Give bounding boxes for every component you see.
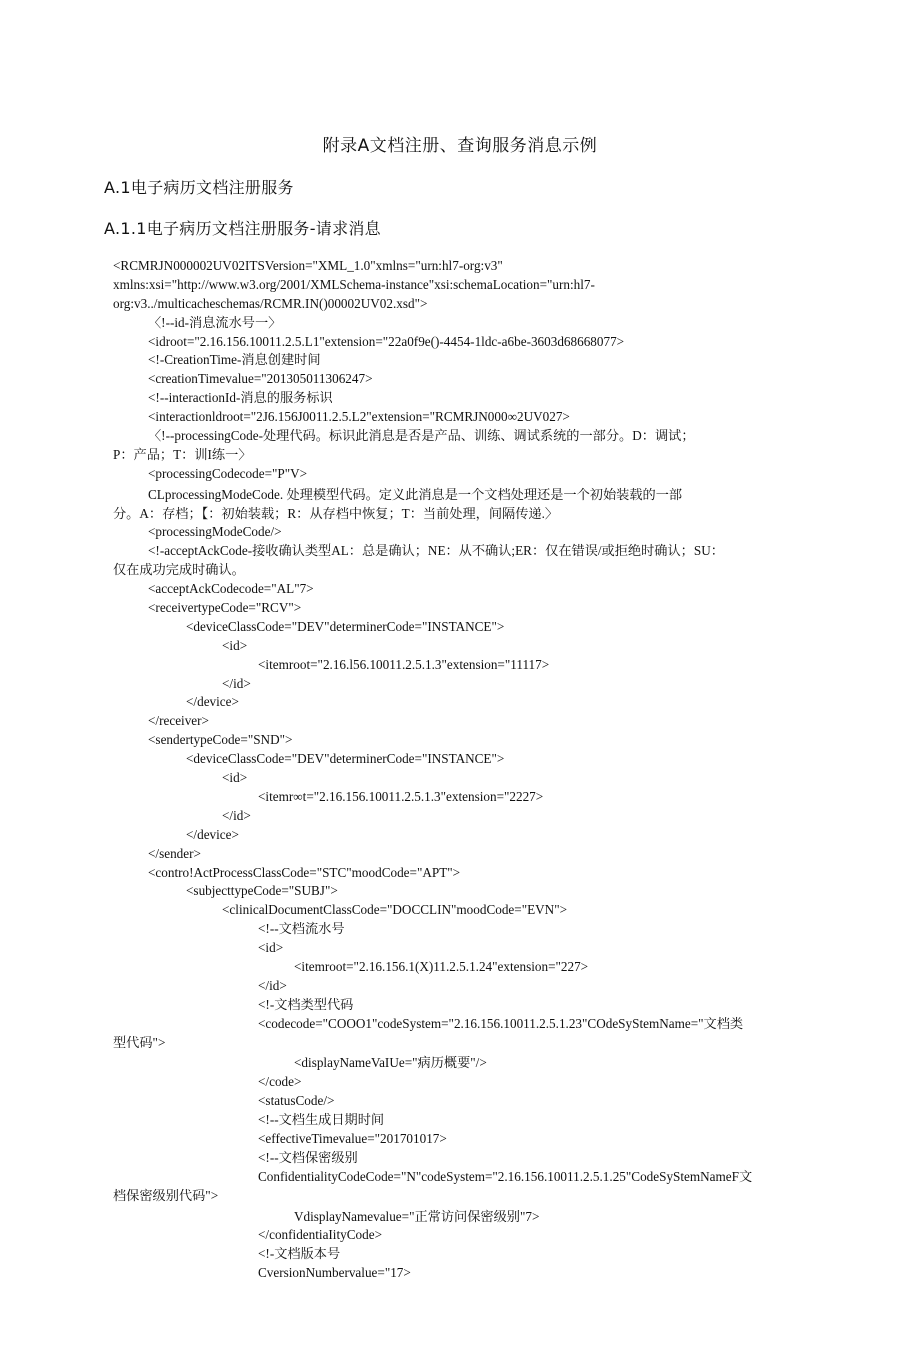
code-line: <deviceClassCode="DEV"determinerCode="INSTANCE">	[186, 751, 505, 767]
code-line: <id>	[222, 637, 248, 653]
code-line: <interactionldroot="2J6.156J0011.2.5.L2"extension="RCMRJN000∞2UV027>	[148, 409, 570, 425]
code-line: </receiver>	[148, 713, 209, 729]
code-line: <receivertypeCode="RCV">	[148, 600, 302, 616]
code-line: 〈!--processingCode-处理代码。标识此消息是否是产品、训练、调试系统的一部分。D：调试；	[148, 428, 695, 444]
code-line: CversionNumbervalue="17>	[258, 1265, 411, 1281]
code-line: <!--文档保密级别	[258, 1149, 358, 1165]
code-line: </sender>	[148, 845, 201, 861]
code-line: 〈!--id-消息流水号一〉	[148, 314, 282, 330]
code-line: <acceptAckCodecode="AL"7>	[148, 581, 314, 597]
code-line: <!-文档版本号	[258, 1246, 341, 1262]
code-line: <clinicalDocumentClassCode="DOCCLIN"moodCode="EVN">	[222, 902, 568, 918]
code-line: </id>	[258, 977, 287, 993]
code-line: <!-acceptAckCode-接收确认类型AL：总是确认；NE：从不确认;ER：仅在错误/或拒绝时确认；SU：	[148, 543, 724, 559]
code-line: xmlns:xsi="http://www.w3.org/2001/XMLSchema-instance"xsi:schemaLocation="urn:hl7-	[113, 276, 595, 292]
code-line: VdisplayNamevalue="正常访问保密级别"7>	[294, 1208, 540, 1224]
code-line: <effectiveTimevalue="201701017>	[258, 1130, 447, 1146]
code-line: <contro!ActProcessClassCode="STC"moodCode="APT">	[148, 864, 461, 880]
code-line: <id>	[258, 940, 284, 956]
code-line: <!--文档生成日期时间	[258, 1112, 385, 1128]
code-line: </device>	[186, 694, 239, 710]
code-line: 型代码">	[113, 1034, 166, 1050]
code-line: </confidentiaIityCode>	[258, 1227, 383, 1243]
code-line: </code>	[258, 1074, 302, 1090]
appendix-title: 附录A文档注册、查询服务消息示例	[322, 136, 598, 156]
code-line: <deviceClassCode="DEV"determinerCode="INSTANCE">	[186, 618, 505, 634]
code-line: </id>	[222, 675, 251, 691]
xml-example-block	[0, 257, 920, 1283]
code-line: org:v3../multicacheschemas/RCMR.IN()00002UV02.xsd">	[113, 295, 428, 311]
code-line: <itemroot="2.16.156.1(X)11.2.5.1.24"extension="227>	[294, 958, 589, 974]
code-line: 档保密级别代码">	[113, 1187, 219, 1203]
code-line: <!-文档类型代码	[258, 996, 354, 1012]
subsection-heading: A.1.1电子病历文档注册服务-请求消息	[104, 219, 381, 238]
code-line: <creationTimevalue="201305011306247>	[148, 371, 373, 387]
code-line: <displayNameVaIUe="病历概要"/>	[294, 1055, 487, 1071]
code-line: <!--文档流水号	[258, 921, 345, 937]
code-line: <!-CreationTime-消息创建时间	[148, 352, 321, 368]
code-line: </device>	[186, 826, 239, 842]
code-line: <subjecttypeCode="SUBJ">	[186, 883, 338, 899]
code-line: <codecode="COOO1"codeSystem="2.16.156.10011.2.5.1.23"COdeSyStemName="文档类	[258, 1015, 744, 1031]
code-line: <statusCode/>	[258, 1093, 335, 1109]
code-line: <processingModeCode/>	[148, 524, 282, 540]
code-line: <id>	[222, 770, 248, 786]
code-line: <RCMRJN000002UV02ITSVersion="XML_1.0"xmlns="urn:hl7-org:v3"	[113, 258, 503, 273]
code-line: <!--interactionId-消息的服务标识	[148, 390, 333, 406]
code-line: <sendertypeCode="SND">	[148, 732, 293, 748]
code-line: <itemroot="2.16.l56.10011.2.5.1.3"extension="11117>	[258, 656, 550, 672]
code-line: P：产品；T：训I练一〉	[113, 446, 252, 462]
section-heading: A.1电子病历文档注册服务	[104, 178, 294, 197]
code-line: <idroot="2.16.156.10011.2.5.L1"extension="22a0f9e()-4454-1ldc-a6be-3603d68668077>	[148, 333, 625, 349]
code-line: ConfidentialityCodeCode="N"codeSystem="2.16.156.10011.2.5.1.25"CodeSyStemNameF文	[258, 1168, 753, 1184]
code-line: <itemr∞t="2.16.156.10011.2.5.1.3"extension="2227>	[258, 788, 544, 804]
code-line: </id>	[222, 807, 251, 823]
code-line: CLprocessingModeCode. 处理模型代码。定义此消息是一个文档处理还是一个初始装载的一部	[148, 486, 683, 502]
code-line: 分。A：存档；【：初始装载；R：从存档中恢复；T：当前处理，间隔传递.〉	[113, 505, 559, 521]
code-line: 仅在成功完成时确认。	[113, 562, 245, 578]
code-line: <processingCodecode="P"V>	[148, 465, 308, 481]
